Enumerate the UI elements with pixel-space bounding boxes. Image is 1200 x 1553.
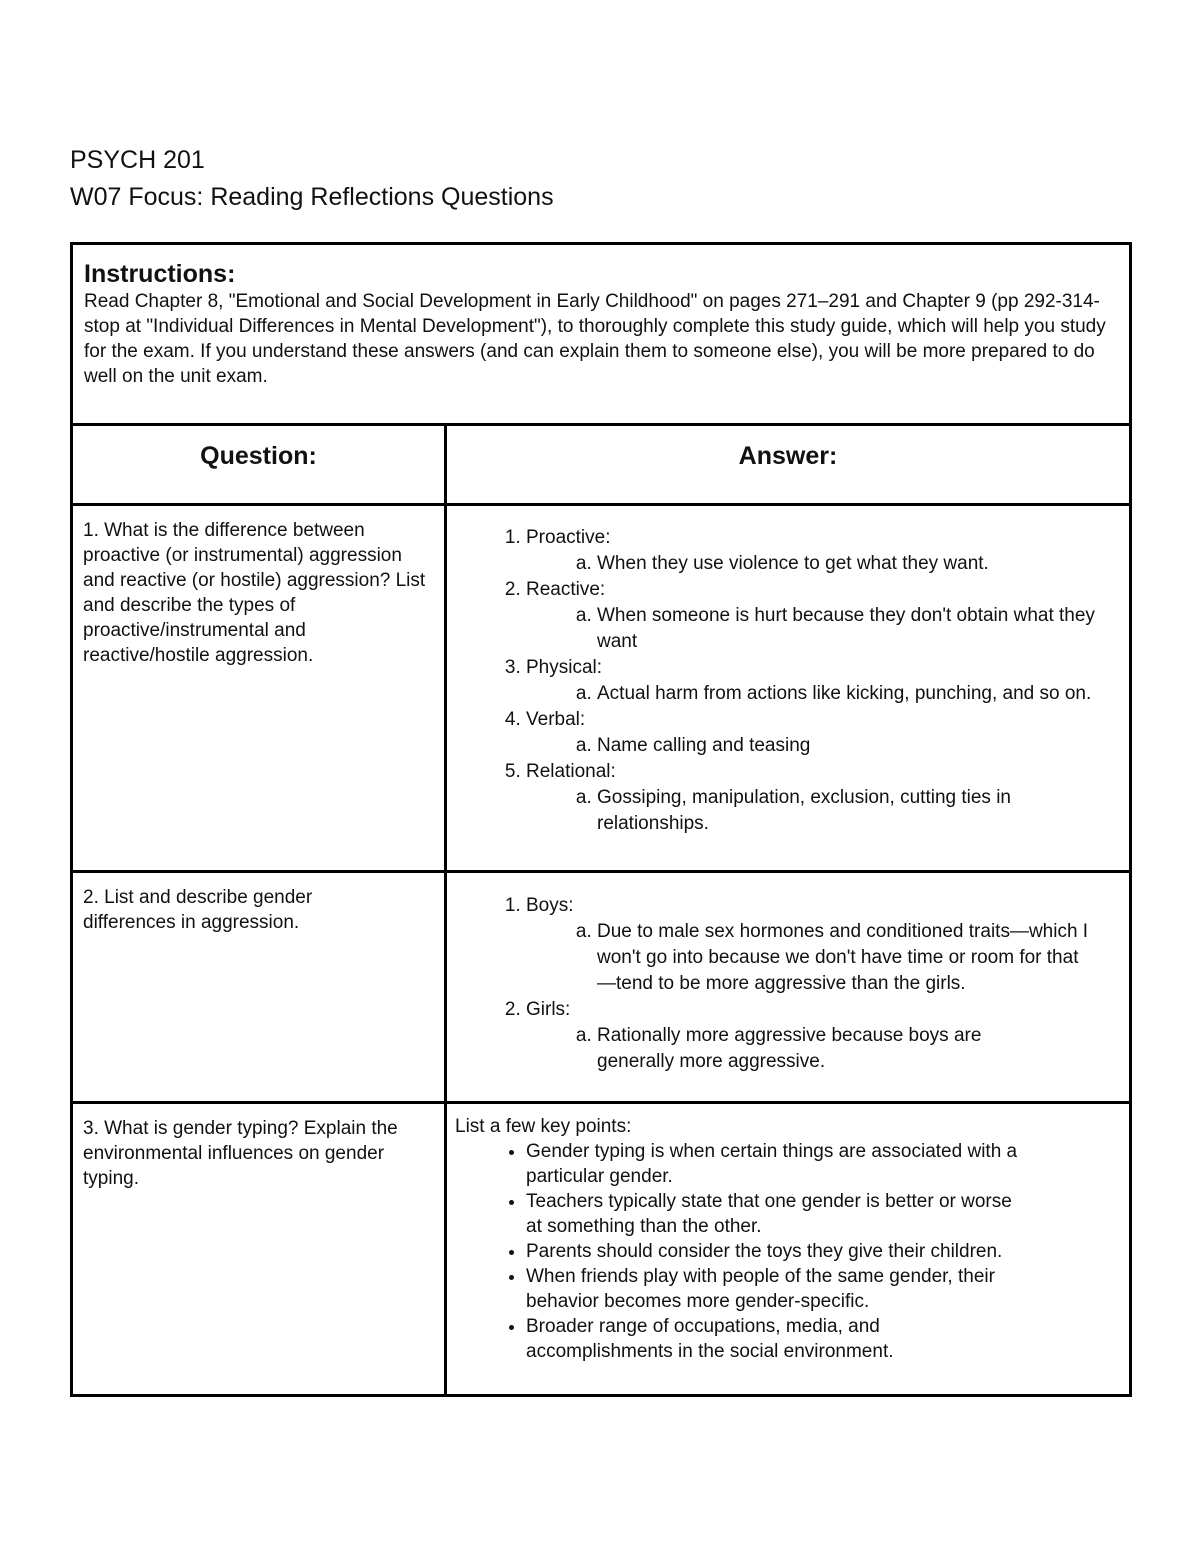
list-item: • Gender typing is when certain things are associated with a particular gender. xyxy=(526,1139,1129,1189)
instructions-row xyxy=(72,244,1131,425)
list-item: a. Due to male sex hormones and conditioned traits—which I won't go into because we don't have time or room for that—tend to be more aggressive than the girls. xyxy=(597,919,1094,997)
question-cell xyxy=(72,505,446,872)
document-subtitle: W07 Focus: Reading Reflections Questions xyxy=(70,183,554,211)
list-item: 1. Boys: a. Due to male sex hormones and conditioned traits—which I won't go into because we don't have time or room for that—tend to be more aggressive than the girls. xyxy=(526,893,1119,997)
answer-intro: List a few key points: xyxy=(455,1116,632,1137)
list-item: 2. Reactive: a. When someone is hurt because they don't obtain what they want xyxy=(526,577,1119,655)
list-item: • When friends play with people of the same gender, their behavior becomes more gender-specific. xyxy=(526,1264,1129,1314)
list-item: a. Actual harm from actions like kicking, punching, and so on. xyxy=(597,681,1099,707)
answer-list xyxy=(447,525,1119,837)
question-text: 3. What is gender typing? Explain the environmental influences on gender typing. xyxy=(83,1118,398,1189)
list-item: a. Rationally more aggressive because boys are generally more aggressive. xyxy=(597,1023,1049,1075)
list-item: 1. Proactive: a. When they use violence to get what they want. xyxy=(526,525,1119,577)
question-text: 2. List and describe gender differences in aggression. xyxy=(83,887,313,933)
instructions-body: Read Chapter 8, "Emotional and Social Development in Early Childhood" on pages 271–291 and Chapter 9 (pp 292-314- stop at "Individual Differences in Mental Development"), to thoroughly complete this study guide, which will help you study for the exam. If you understand these answers (and can explain them to someone else), you will be more prepared to do well on the unit exam. xyxy=(84,291,1106,387)
document-header xyxy=(70,142,554,216)
answer-cell xyxy=(446,872,1131,1103)
list-item: a. When someone is hurt because they don't obtain what they want xyxy=(597,603,1119,655)
instructions-title: Instructions: xyxy=(84,260,236,288)
answer-cell xyxy=(446,1103,1131,1396)
list-item: a. Gossiping, manipulation, exclusion, cutting ties in relationships. xyxy=(597,785,1049,837)
column-header-row xyxy=(72,425,1131,505)
list-item: 2. Girls: a. Rationally more aggressive because boys are generally more aggressive. xyxy=(526,997,1119,1075)
answer-points-list xyxy=(447,1139,1129,1364)
answer-column-header: Answer: xyxy=(446,425,1131,505)
table-row xyxy=(72,872,1131,1103)
table-row xyxy=(72,1103,1131,1396)
list-item: 4. Verbal: a. Name calling and teasing xyxy=(526,707,1119,759)
course-title: PSYCH 201 xyxy=(70,146,205,174)
table-row xyxy=(72,505,1131,872)
question-cell xyxy=(72,872,446,1103)
study-guide-table xyxy=(70,242,1132,1397)
question-text: 1. What is the difference between proactive (or instrumental) aggression and reactive (or hostile) aggression? List and describe the types of proactive/instrumental and reactive/hostile aggression. xyxy=(83,520,426,666)
question-column-header: Question: xyxy=(72,425,446,505)
question-cell xyxy=(72,1103,446,1396)
answer-list xyxy=(447,893,1119,1075)
list-item: • Broader range of occupations, media, and accomplishments in the social environment. xyxy=(526,1314,1129,1364)
list-item: 5. Relational: a. Gossiping, manipulation, exclusion, cutting ties in relationships. xyxy=(526,759,1119,837)
instructions-cell xyxy=(72,244,1131,425)
list-item: • Teachers typically state that one gender is better or worse at something than the other. xyxy=(526,1189,1129,1239)
answer-cell xyxy=(446,505,1131,872)
list-item: • Parents should consider the toys they give their children. xyxy=(526,1239,1129,1264)
list-item: a. Name calling and teasing xyxy=(597,733,1119,759)
list-item: 3. Physical: a. Actual harm from actions like kicking, punching, and so on. xyxy=(526,655,1119,707)
list-item: a. When they use violence to get what they want. xyxy=(597,551,1119,577)
